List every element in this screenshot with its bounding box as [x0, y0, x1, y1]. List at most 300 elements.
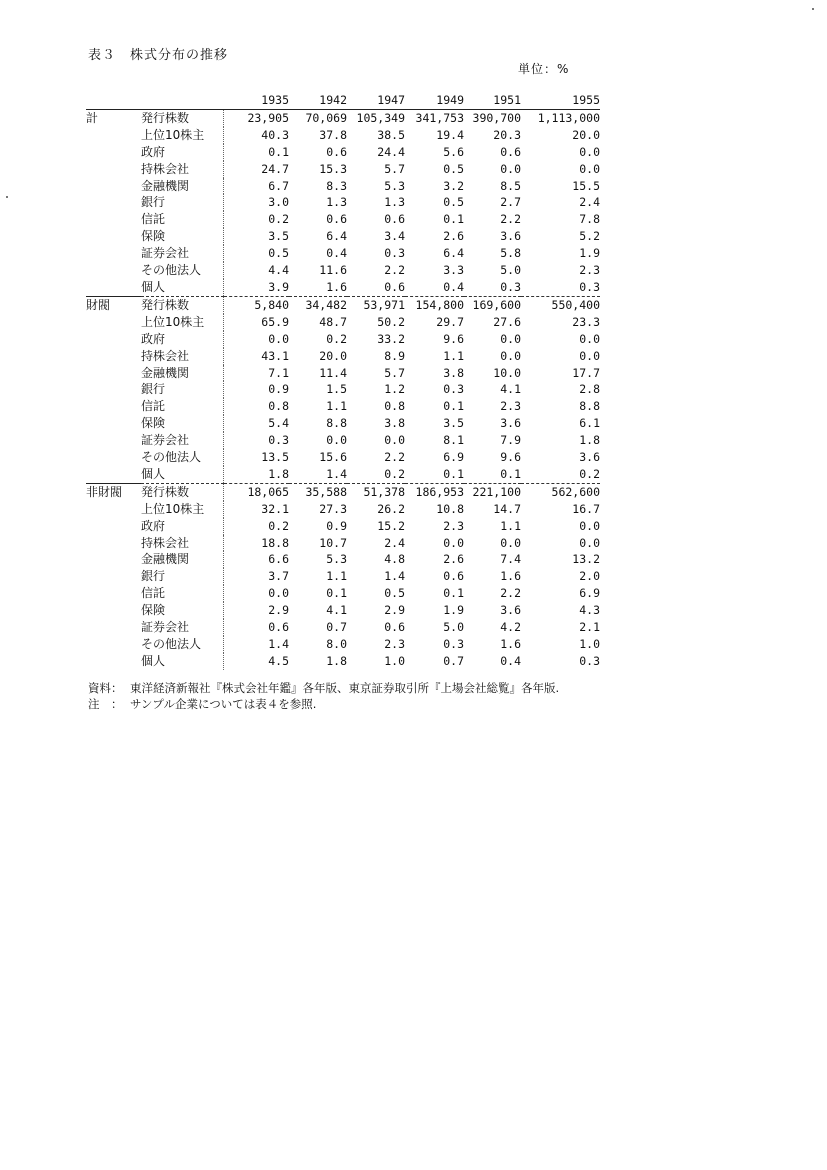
value-cell: 1.1: [326, 569, 347, 584]
year-header: 1947: [377, 93, 405, 107]
value-cell: 13.2: [572, 552, 600, 567]
value-cell: 24.7: [261, 161, 289, 176]
value-cell: 1.6: [500, 637, 521, 651]
year-header: 1949: [436, 93, 464, 107]
value-cell: 15.6: [319, 450, 347, 465]
group-label-blank: [86, 279, 141, 296]
value-cell: 1.5: [326, 382, 347, 397]
value-cell: 5.6: [443, 144, 464, 159]
value-cell: 1.6: [289, 279, 347, 296]
value-cell: 8.1: [443, 433, 464, 448]
value-cell: 6.1: [579, 416, 600, 431]
value-cell: 5.8: [500, 246, 521, 261]
value-cell: 0.4: [326, 246, 347, 261]
value-cell: 2.4: [579, 195, 600, 210]
row-item-label: 発行株数: [141, 296, 224, 313]
value-cell: 0.2: [268, 518, 289, 533]
value-cell: 0.3: [579, 653, 600, 668]
value-cell: 0.1: [443, 586, 464, 601]
group-label-blank: [86, 262, 141, 279]
group-label-blank: [86, 432, 141, 449]
note-label: 資料：: [88, 681, 123, 695]
value-cell: 0.1: [405, 466, 464, 483]
value-cell: 0.1: [443, 399, 464, 414]
value-cell: 0.0: [579, 535, 600, 550]
value-cell: 14.7: [493, 501, 521, 516]
row-item-label: 証券会社: [141, 245, 224, 262]
table-row: [86, 144, 600, 161]
value-cell: 38.5: [377, 127, 405, 142]
value-cell: 24.4: [377, 144, 405, 159]
value-cell: 0.6: [268, 620, 289, 635]
value-cell: 2.2: [500, 586, 521, 601]
value-cell: 8.8: [579, 399, 600, 414]
value-cell: 0.5: [384, 586, 405, 601]
value-cell: 0.3: [443, 637, 464, 651]
group-label-blank: [86, 518, 141, 535]
value-cell: 0.1: [268, 144, 289, 159]
value-cell: 2.3: [384, 637, 405, 651]
value-cell: 7.1: [268, 365, 289, 380]
table-row: [86, 178, 600, 195]
value-cell: 0.3: [384, 246, 405, 261]
value-cell: 1.9: [443, 603, 464, 618]
row-item-label: 個人: [141, 466, 224, 483]
table-row: [86, 381, 600, 398]
value-cell: 1.1: [443, 348, 464, 363]
value-cell: 6.9: [579, 586, 600, 601]
row-item-label: 政府: [141, 331, 224, 348]
group-label-blank: [86, 636, 141, 653]
group-label-blank: [86, 348, 141, 365]
value-cell: 0.0: [500, 331, 521, 346]
table-row: [86, 279, 600, 296]
value-cell: 0.5: [268, 246, 289, 261]
value-cell: 0.4: [500, 653, 521, 668]
value-cell: 37.8: [319, 127, 347, 142]
table-row: [86, 432, 600, 449]
group-label-blank: [86, 501, 141, 518]
value-cell: 2.2: [384, 263, 405, 278]
value-cell: 0.7: [443, 653, 464, 668]
value-cell: 10.7: [319, 535, 347, 550]
group-label-blank: [86, 194, 141, 211]
value-cell: 3.9: [224, 279, 290, 296]
value-cell: 0.0: [268, 331, 289, 346]
value-cell: 1.1: [326, 399, 347, 414]
value-cell: 0.0: [500, 348, 521, 363]
value-cell: 390,700: [472, 110, 521, 125]
group-label-blank: [86, 449, 141, 466]
value-cell: 2.9: [384, 603, 405, 618]
value-cell: 5.3: [384, 178, 405, 193]
value-cell: 0.2: [326, 331, 347, 346]
value-cell: 5.7: [384, 365, 405, 380]
table-row: [86, 551, 600, 568]
value-cell: 17.7: [572, 365, 600, 380]
header-blank: [86, 92, 141, 109]
value-cell: 9.6: [443, 331, 464, 346]
table-row: [86, 535, 600, 552]
table-row: [86, 585, 600, 602]
value-cell: 2.6: [443, 229, 464, 244]
group-label-blank: [86, 535, 141, 552]
value-cell: 2.0: [579, 569, 600, 584]
value-cell: 1.3: [384, 195, 405, 210]
value-cell: 35,588: [305, 484, 347, 499]
value-cell: 10.8: [436, 501, 464, 516]
value-cell: 3.6: [500, 416, 521, 431]
value-cell: 8.8: [326, 416, 347, 431]
row-item-label: 信託: [141, 211, 224, 228]
row-item-label: その他法人: [141, 449, 224, 466]
table-row: [86, 109, 600, 126]
value-cell: 4.1: [326, 603, 347, 618]
value-cell: 27.3: [319, 501, 347, 516]
value-cell: 11.4: [319, 365, 347, 380]
row-item-label: 金融機関: [141, 178, 224, 195]
value-cell: 15.3: [319, 161, 347, 176]
value-cell: 20.3: [493, 127, 521, 142]
table-row: [86, 415, 600, 432]
group-label: 財閥: [86, 296, 141, 313]
group-label-blank: [86, 245, 141, 262]
group-label-blank: [86, 653, 141, 670]
value-cell: 0.2: [521, 466, 600, 483]
group-label: 計: [86, 110, 99, 125]
value-cell: 0.5: [443, 161, 464, 176]
value-cell: 221,100: [472, 484, 521, 499]
value-cell: 0.6: [443, 569, 464, 584]
value-cell: 5.0: [500, 263, 521, 278]
value-cell: 8.5: [500, 178, 521, 193]
value-cell: 0.3: [268, 433, 289, 448]
row-item-label: その他法人: [141, 262, 224, 279]
group-label-blank: [86, 314, 141, 331]
row-item-label: 上位10株主: [141, 314, 224, 331]
source-notes: [88, 680, 559, 712]
row-item-label: 銀行: [141, 194, 224, 211]
value-cell: 0.0: [326, 433, 347, 448]
value-cell: 2.2: [500, 212, 521, 227]
value-cell: 3.2: [443, 178, 464, 193]
value-cell: 4.5: [268, 653, 289, 668]
row-item-label: 個人: [141, 279, 224, 296]
value-cell: 0.0: [579, 144, 600, 159]
group-label-blank: [86, 228, 141, 245]
value-cell: 23.3: [572, 314, 600, 329]
value-cell: 11.6: [319, 263, 347, 278]
value-cell: 7.4: [500, 552, 521, 567]
table-row: [86, 194, 600, 211]
value-cell: 10.0: [493, 365, 521, 380]
value-cell: 1.3: [326, 195, 347, 210]
value-cell: 186,953: [415, 484, 464, 499]
value-cell: 2.8: [579, 382, 600, 397]
value-cell: 40.3: [261, 127, 289, 142]
value-cell: 5.7: [384, 161, 405, 176]
value-cell: 550,400: [551, 297, 600, 312]
value-cell: 6.7: [268, 178, 289, 193]
value-cell: 0.0: [500, 535, 521, 550]
row-item-label: 保険: [141, 228, 224, 245]
row-item-label: 金融機関: [141, 551, 224, 568]
value-cell: 0.6: [384, 212, 405, 227]
table-row: [86, 483, 600, 500]
value-cell: 1.0: [579, 637, 600, 651]
value-cell: 19.4: [436, 127, 464, 142]
row-item-label: その他法人: [141, 636, 224, 653]
row-item-label: 持株会社: [141, 161, 224, 178]
year-header: 1955: [572, 93, 600, 107]
note-label: 注 ：: [88, 697, 123, 711]
row-item-label: 証券会社: [141, 432, 224, 449]
table-row: [86, 501, 600, 518]
table-row: [86, 518, 600, 535]
year-header: 1951: [493, 93, 521, 107]
note-source: [88, 680, 559, 696]
value-cell: 18,065: [247, 484, 289, 499]
group-label-blank: [86, 568, 141, 585]
note-remark: [88, 696, 559, 712]
group-label-blank: [86, 161, 141, 178]
stock-distribution-table: [86, 92, 600, 670]
note-text: 東洋経済新報社『株式会社年鑑』各年版、東京証券取引所『上場会社総覧』各年版.: [130, 681, 560, 695]
row-item-label: 銀行: [141, 381, 224, 398]
value-cell: 0.1: [443, 212, 464, 227]
value-cell: 3.5: [443, 416, 464, 431]
value-cell: 1.2: [384, 382, 405, 397]
value-cell: 5.4: [268, 416, 289, 431]
value-cell: 0.0: [579, 331, 600, 346]
value-cell: 6.6: [268, 552, 289, 567]
group-label-blank: [86, 415, 141, 432]
value-cell: 15.5: [572, 178, 600, 193]
table-row: [86, 161, 600, 178]
group-label: 非財閥: [86, 483, 141, 500]
value-cell: 53,971: [363, 297, 405, 312]
value-cell: 1,113,000: [537, 110, 600, 125]
row-item-label: 金融機関: [141, 365, 224, 382]
value-cell: 6.9: [443, 450, 464, 465]
value-cell: 0.1: [464, 466, 521, 483]
year-header: 1935: [261, 93, 289, 107]
value-cell: 341,753: [415, 110, 464, 125]
value-cell: 32.1: [261, 501, 289, 516]
value-cell: 3.6: [500, 229, 521, 244]
group-label-blank: [86, 381, 141, 398]
value-cell: 0.0: [443, 535, 464, 550]
value-cell: 48.7: [319, 314, 347, 329]
value-cell: 5.0: [443, 620, 464, 635]
header-blank: [141, 92, 224, 109]
value-cell: 2.1: [579, 620, 600, 635]
group-label-blank: [86, 466, 141, 483]
value-cell: 29.7: [436, 314, 464, 329]
value-cell: 3.7: [268, 569, 289, 584]
value-cell: 2.3: [443, 518, 464, 533]
value-cell: 4.8: [384, 552, 405, 567]
value-cell: 23,905: [247, 110, 289, 125]
value-cell: 51,378: [363, 484, 405, 499]
table-row: [86, 296, 600, 313]
value-cell: 2.9: [268, 603, 289, 618]
value-cell: 0.3: [521, 279, 600, 296]
value-cell: 2.2: [384, 450, 405, 465]
value-cell: 154,800: [415, 297, 464, 312]
table-row: [86, 331, 600, 348]
table-row: [86, 449, 600, 466]
group-label-blank: [86, 551, 141, 568]
value-cell: 1.8: [224, 466, 290, 483]
table-row: [86, 348, 600, 365]
value-cell: 1.9: [579, 246, 600, 261]
value-cell: 8.0: [326, 637, 347, 651]
row-item-label: 上位10株主: [141, 127, 224, 144]
value-cell: 0.6: [347, 279, 405, 296]
table-row: [86, 365, 600, 382]
row-item-label: 発行株数: [141, 109, 224, 126]
group-label-blank: [86, 398, 141, 415]
value-cell: 3.6: [579, 450, 600, 465]
value-cell: 5.2: [579, 229, 600, 244]
value-cell: 1.8: [326, 653, 347, 668]
table-row: [86, 653, 600, 670]
group-label-blank: [86, 619, 141, 636]
value-cell: 18.8: [261, 535, 289, 550]
value-cell: 50.2: [377, 314, 405, 329]
value-cell: 26.2: [377, 501, 405, 516]
value-cell: 4.1: [500, 382, 521, 397]
value-cell: 3.5: [268, 229, 289, 244]
value-cell: 5.3: [326, 552, 347, 567]
value-cell: 8.3: [326, 178, 347, 193]
value-cell: 0.4: [405, 279, 464, 296]
value-cell: 0.5: [443, 195, 464, 210]
table-row: [86, 228, 600, 245]
value-cell: 6.4: [443, 246, 464, 261]
value-cell: 0.6: [500, 144, 521, 159]
year-header-row: [86, 92, 600, 109]
row-item-label: 上位10株主: [141, 501, 224, 518]
value-cell: 0.9: [326, 518, 347, 533]
row-item-label: 銀行: [141, 568, 224, 585]
table-title: 表３ 株式分布の推移: [88, 48, 229, 63]
year-header: 1942: [319, 93, 347, 107]
value-cell: 1.4: [384, 569, 405, 584]
value-cell: 1.1: [500, 518, 521, 533]
note-text: サンプル企業については表４を参照.: [130, 697, 317, 711]
value-cell: 0.6: [326, 212, 347, 227]
row-item-label: 持株会社: [141, 535, 224, 552]
value-cell: 5,840: [254, 297, 289, 312]
value-cell: 4.4: [268, 263, 289, 278]
value-cell: 0.0: [500, 161, 521, 176]
value-cell: 3.8: [384, 416, 405, 431]
value-cell: 0.2: [268, 212, 289, 227]
unit-label: 単位：%: [518, 62, 570, 76]
value-cell: 27.6: [493, 314, 521, 329]
table-row: [86, 602, 600, 619]
value-cell: 7.8: [579, 212, 600, 227]
value-cell: 8.9: [384, 348, 405, 363]
group-label-blank: [86, 127, 141, 144]
table-row: [86, 636, 600, 653]
value-cell: 0.0: [579, 518, 600, 533]
table-header: [86, 92, 600, 109]
table-row: [86, 211, 600, 228]
value-cell: 0.7: [326, 620, 347, 635]
group-label-blank: [86, 602, 141, 619]
value-cell: 65.9: [261, 314, 289, 329]
value-cell: 0.2: [347, 466, 405, 483]
group-label-blank: [86, 144, 141, 161]
table-row: [86, 262, 600, 279]
value-cell: 3.4: [384, 229, 405, 244]
table-row: [86, 568, 600, 585]
value-cell: 0.9: [268, 382, 289, 397]
value-cell: 0.6: [384, 620, 405, 635]
value-cell: 105,349: [356, 110, 405, 125]
value-cell: 3.3: [443, 263, 464, 278]
table-row: [86, 314, 600, 331]
row-item-label: 信託: [141, 585, 224, 602]
group-label-blank: [86, 331, 141, 348]
group-label-blank: [86, 585, 141, 602]
value-cell: 6.4: [326, 229, 347, 244]
table-row: [86, 245, 600, 262]
value-cell: 562,600: [551, 484, 600, 499]
value-cell: 2.6: [443, 552, 464, 567]
value-cell: 169,600: [472, 297, 521, 312]
row-item-label: 個人: [141, 653, 224, 670]
value-cell: 20.0: [572, 127, 600, 142]
row-item-label: 発行株数: [141, 483, 224, 500]
value-cell: 0.1: [326, 586, 347, 601]
value-cell: 1.4: [268, 637, 289, 651]
value-cell: 1.8: [579, 433, 600, 448]
table-row: [86, 466, 600, 483]
row-item-label: 政府: [141, 518, 224, 535]
value-cell: 0.3: [464, 279, 521, 296]
value-cell: 70,069: [305, 110, 347, 125]
value-cell: 7.9: [500, 433, 521, 448]
table-row: [86, 127, 600, 144]
value-cell: 20.0: [319, 348, 347, 363]
row-item-label: 保険: [141, 415, 224, 432]
value-cell: 43.1: [261, 348, 289, 363]
value-cell: 0.8: [268, 399, 289, 414]
value-cell: 2.3: [579, 263, 600, 278]
table-row: [86, 398, 600, 415]
value-cell: 9.6: [500, 450, 521, 465]
value-cell: 0.6: [326, 144, 347, 159]
value-cell: 4.3: [579, 603, 600, 618]
table-row: [86, 619, 600, 636]
value-cell: 0.8: [384, 399, 405, 414]
value-cell: 13.5: [261, 450, 289, 465]
value-cell: 0.0: [579, 348, 600, 363]
value-cell: 33.2: [377, 331, 405, 346]
row-item-label: 政府: [141, 144, 224, 161]
row-item-label: 信託: [141, 398, 224, 415]
value-cell: 0.0: [268, 586, 289, 601]
scan-speck: [812, 8, 814, 10]
value-cell: 2.7: [500, 195, 521, 210]
value-cell: 1.4: [289, 466, 347, 483]
value-cell: 3.6: [500, 603, 521, 618]
group-label-blank: [86, 211, 141, 228]
